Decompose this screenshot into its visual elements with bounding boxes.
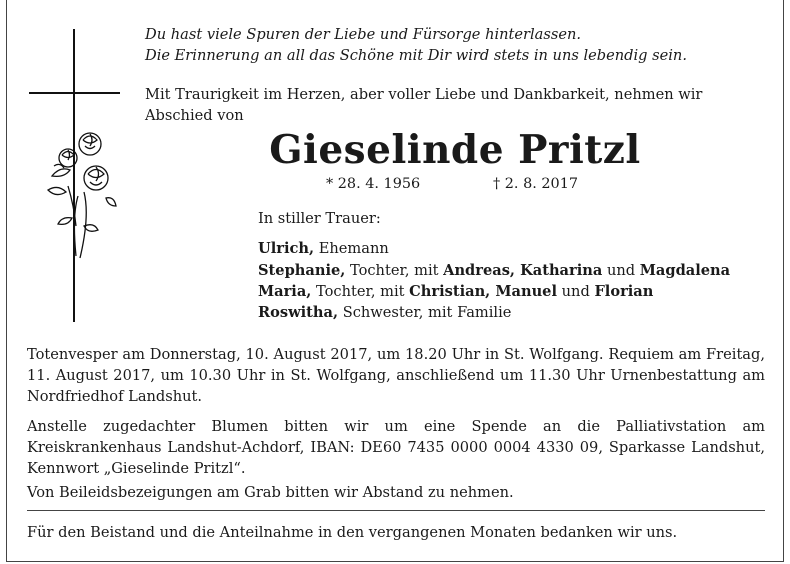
memorial-quote	[145, 24, 687, 66]
mourner-relation: Ehemann	[314, 240, 389, 257]
mourner-name: Ulrich,	[258, 240, 315, 257]
mourner-line-1	[258, 238, 389, 259]
mourner-name: Florian	[594, 283, 654, 300]
mourners-heading: In stiller Trauer:	[258, 210, 381, 227]
mourner-name: Stephanie,	[258, 262, 346, 279]
quote-line-2: Die Erinnerung an all das Schöne mit Dir wird stets in uns lebendig sein.	[145, 47, 687, 64]
roses-icon	[38, 126, 118, 266]
mourner-relation: Tochter, mit	[345, 262, 444, 279]
mourner-name: Magdalena	[639, 262, 731, 279]
deceased-name: Gieselinde Pritzl	[269, 127, 641, 173]
mourner-relation: Schwester, mit Familie	[338, 304, 512, 321]
service-details: Totenvesper am Donnerstag, 10. August 2017, um 18.20 Uhr in St. Wolfgang. Requiem am Freitag, 11. August 2017, um 10.30 Uhr in St. Wolfgang, anschließend um 11.30 Uhr Urnenbestattung am Nordfriedhof Landshut.	[27, 346, 765, 405]
mourner-name: Christian, Manuel	[409, 283, 558, 300]
mourner-line-3	[258, 281, 653, 302]
mourner-relation: Tochter, mit	[311, 283, 410, 300]
condolence-note: Von Beileidsbezeigungen am Grab bitten wir Abstand zu nehmen.	[27, 484, 514, 501]
divider	[27, 510, 765, 511]
thanks-text: Für den Beistand und die Anteilnahme in den vergangenen Monaten bedanken wir uns.	[27, 524, 678, 541]
death-date: † 2. 8. 2017	[493, 176, 579, 192]
mourner-relation: und	[557, 283, 595, 300]
mourner-relation: und	[602, 262, 640, 279]
mourner-line-4	[258, 302, 511, 323]
quote-line-1: Du hast viele Spuren der Liebe und Fürsorge hinterlassen.	[145, 26, 582, 43]
mourner-line-2	[258, 260, 730, 281]
mourner-name: Roswitha,	[258, 304, 339, 321]
intro-text: Mit Traurigkeit im Herzen, aber voller Liebe und Dankbarkeit, nehmen wir Abschied von	[145, 86, 703, 124]
donation-request: Anstelle zugedachter Blumen bitten wir um eine Spende an die Palliativstation am Kreiskrankenhaus Landshut-Achdorf, IBAN: DE60 7435 0000 0004 4330 09, Sparkasse Landshut, Kennwort „Gieselinde Pritzl“.	[27, 418, 765, 477]
cross-horizontal-bar	[29, 92, 120, 94]
birth-date: * 28. 4. 1956	[326, 176, 421, 192]
mourner-name: Andreas, Katharina	[443, 262, 603, 279]
mourner-name: Maria,	[258, 283, 312, 300]
